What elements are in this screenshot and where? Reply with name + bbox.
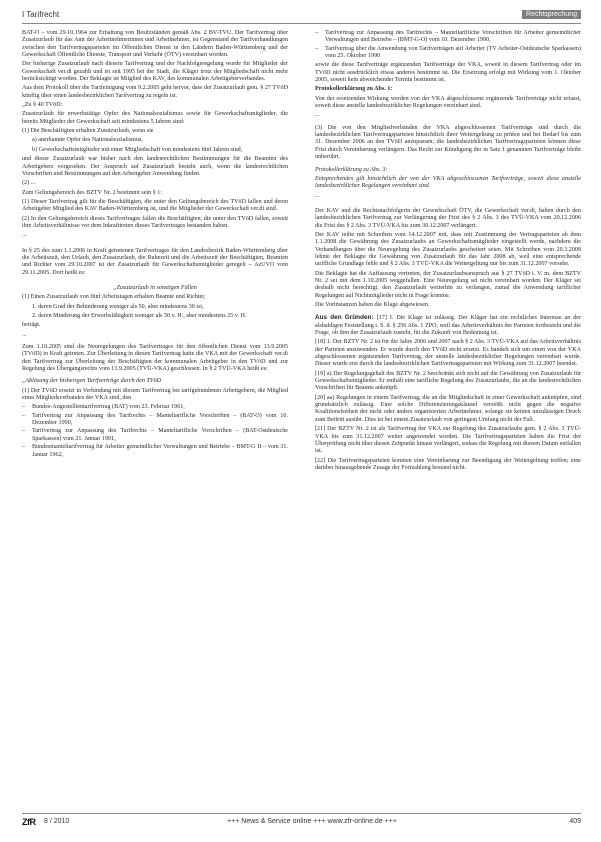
journal-logo: ZfR [22,817,36,827]
section-badge: Rechtsprechung [522,10,581,19]
list-item: – Tarifvertrag zur Anpassung des Tarifrechts – Manteltarifliche Vorschriften – (BAT-O) vom 10. Dezember 1990, [22,413,288,428]
paragraph: ... [22,331,27,338]
paragraph: Aus dem Protokoll über die Tarifeinigung vom 9.2.2005 geht hervor, dass der Zusatzurlaub gem. § 27 TVöD künftig über einen landesbezirklichen Tarifvertrag zu regeln ist. [22,85,288,99]
paragraph: Der bisherige Zusatzurlaub nach diesem Tarifvertrag und der Nachfolgeregelung wurde für Mitglieder der Gewerkschaft ver.di gezahlt und ist seit 1995 bei der Stadt, die Kläger trotz der Mitgliedschaft nicht mehr berücksichtigt worden. Der Beklagte ist Mitglied des KAV, des kommunalen Arbeitgeberverbandes. [22,61,288,83]
paragraph: „Zu § 40 TVöD: [22,102,63,109]
paragraph: ... [315,112,320,119]
paragraph: (1) Der TVöD ersetzt in Verbindung mit diesem Tarifvertrag bei tarifgebundenen Arbeitgebern, die Mitglied eines Mitgliedsverbandes der VKA sind, den [22,387,288,402]
list-item: – Tarifvertrag über die Anwendung von Tarifverträgen auf Arbeiter (TV Arbeiter-Ostdeutsche Sparkassen) vom 25. Oktober 1990 [315,46,581,61]
list-item: – Bundes-Angestelltentarifvertrag (BAT) vom 23. Februar 1961, [22,404,288,411]
paragraph: „Ablösung der bisherigen Tarifverträge durch den TVöD [22,378,162,385]
list-item: – Tarifvertrag zur Anpassung des Tarifrechts – Manteltarifliche Vorschriften für Arbeiter gemeindlicher Verwaltungen und Betriebe – (BMT-G-O) vom 10. Dezember 1990, [315,30,581,45]
dash-list [22,404,288,458]
paragraph: (2) ... [22,180,36,187]
running-header [22,10,581,22]
section-title: I Tarifrecht [22,10,60,19]
paragraph: [21] Der BZTV Nr. 2 ist als Tarifvertrag der VKA zur Regelung des Zusatzurlaubs gem. § 2 Abs. 3 TVÜ-VKA bis zum 31.12.2007 weiter angewendet worden. Die Tarifvertragsparteien haben die Frist der Überprüfung nicht über diesen Zeitpunkt hinaus verlängert, sodass die Regelung mit diesem Datum entfallen ist. [315,426,581,455]
paragraph: In § 25 des zum 1.1.2006 in Kraft getretenen Tarifvertrages für den Landesbezirk Baden-Württemberg über die Arbeitszeit, den Urlaub, den Zusatzurlaub, die Ruhezeit und die Arbeitszeit der Beschäftigten, Beamten und Richter vom 29.10.2007 ist der Zusatzurlaub für Gewerkschaftsmitglieder geregelt – AzUVO vom 29.11.2005. Dort heißt es: [22,247,288,276]
paragraph: (1) Die Beschäftigten erhalten Zusatzurlaub, wenn sie [22,128,154,135]
paragraph: Entsprechendes gilt hinsichtlich der von der VKA abgeschlossenen Tarifverträge, soweit diese anstelle landesbezirklicher Regelungen vereinbart sind. [315,175,581,190]
left-column [22,30,288,808]
paragraph: „Zusatzurlaub in sonstigen Fällen [113,284,197,291]
paragraph: beträgt. [22,322,41,329]
paragraph: Der KAV teilte mit Schreiben vom 14.12.2007 mit, dass mit Zustimmung der Vertragsparteien ab dem 1.1.2008 die Gewährung des Zusatzurlaubs an Gewerkschaftsmitglieder eingestellt werde, nachdem die Verhandlungen über die Neuregelung des Zusatzurlaubs gescheitert seien. Mit Schreiben vom 20.3.2008 lehnte der Beklagte die Gewährung von Zusatzurlaub für das Jahr 2008 ab, weil eine entsprechende tarifliche Grundlage fehle und § 2 Abs. 3 TVÜ-VKA die Weitergeltung nur bis zum 31.12.2007 vorsehe. [315,231,581,268]
paragraph: sowie die diese Tarifverträge ergänzenden Tarifverträge der VKA, soweit in diesem Tarifvertrag oder im TVöD nicht ausdrücklich etwas anderes bestimmt ist. Die Ersetzung erfolgt mit Wirkung vom 1. Oktober 2005, soweit kein abweichender Termin bestimmt ist. [315,62,581,84]
paragraph: Protokollerklärung zu Abs. 3: [315,166,388,173]
paragraph: (1) Dieser Tarifvertrag gilt für die Beschäftigten, die unter den Geltungsbereich des TVöD fallen und deren Arbeitgeber Mitglied des KAV Baden-Württemberg ist, und die Mitglieder der Gewerkschaft ver.di sind. [22,198,288,213]
dash-list [315,30,581,60]
paragraph: Von der ersetzenden Wirkung werden von der VKA abgeschlossene ergänzende Tarifverträge nicht erfasst, soweit diese anstelle landesbezirklicher Regelungen vereinbart sind. [315,95,581,110]
issue-number: 8 / 2010 [44,818,70,825]
paragraph: [20] aa) Regelungen in einem Tarifvertrag, die an die Mitgliedschaft in einer Gewerkschaft anknüpfen, sind grundsätzlich zulässig. Eine solche Differenzierungsklausel verstößt nicht gegen die negative Koalitionsfreiheit der nicht oder anders organisierten Arbeitnehmer, solange sie keinen unzulässigen Druck zum Beitritt ausübt. Dies ist bei einem Zusatzurlaub von geringem Umfang nicht der Fall. [315,394,581,423]
paragraph: 2. deren Minderung der Erwerbsfähigkeit weniger als 50 v. H., aber mindestens 25 v. H. [32,313,247,319]
paragraph: [18] 1. Der BZTV Nr. 2 ist für die Jahre 2006 und 2007 nach § 2 Abs. 3 TVÜ-VKA auf das Arbeitsverhältnis der Parteien anzuwenden. Er wurde durch den TVöD nicht ersetzt. Es handelt sich um einen von der VKA abgeschlossenen ergänzenden Tarifvertrag, der anstelle landesbezirklicher Regelungen vereinbart wurde. Dieser wurde erst durch die landesbezirklichen Tarifvertragsparteien mit Wirkung zum 31.12.2007 beendet. [315,339,581,368]
paragraph: a) anerkannte Opfer des Nationalsozialismus, [32,137,143,144]
paragraph: [19] a) Der Regelungsgehalt des BZTV Nr. 2 beschränkt sich nicht auf die Gewährung von Zusatzurlaub für Gewerkschaftsmitglieder. Er enthält eine tarifliche Regelung des Zusatzurlaubs, die an die landesrechtlichen Vorschriften für Beamte anknüpft. [315,370,581,392]
paragraph: Die Vorinstanzen haben die Klage abgewiesen. [315,302,430,308]
paragraph: und dieser Zusatzurlaub war bisher nach den landesrechtlichen Bestimmungen für die Beamten des Arbeitgebers vorgesehen. Der Anspruch auf Zusatzurlaub besteht auch, wenn die landesrechtlichen Vorschriften und Bestimmungen auf den Arbeitgeber Anwendung finden. [22,156,288,177]
paragraph: Die Beklagte hat die Auffassung vertreten, der Zusatzurlaubsanspruch aus § 27 TVöD i. V. m. dem BZTV Nr. 2 sei mit dem 1.10.2005 weggefallen. Eine Neuregelung sei nicht vereinbart worden. Der Kläger sei deshalb nicht berechtigt, den Zusatzurlaub weiterhin zu verlangen, zumal die Anwendung tariflicher Regelungen auf Nichtmitglieder nicht in Frage komme. [315,270,581,299]
paragraph: Aus den Gründen: [17] I. Die Klage ist zulässig. Der Kläger hat ein rechtliches Interesse an der alsbaldigen Feststellung i. S. d. § 256 Abs. 1 ZPO, weil das Arbeitsverhältnis der Parteien fortbesteht und die Frage, ob ihm der Zusatzurlaub zusteht, für die Zukunft von Bedeutung ist. [315,314,581,337]
paragraph: (1) Einen Zusatzurlaub von fünf Arbeitstagen erhalten Beamte und Richter, [22,294,206,301]
paragraph: [22] Die Tarifvertragsparteien konnten eine Vereinbarung zur Beendigung der Weitergeltung treffen; eine darüber hinausgehende Zusage der Fortzahlung bestand nicht. [315,457,581,471]
footer-banner: +++ News & Service online +++ www.zfr-online.de +++ [227,818,397,825]
list-item: – Tarifvertrag zur Anpassung des Tarifrechts – Manteltarifliche Vorschriften – (BAT-Ostdeutsche Sparkassen) vom 21. Januar 1991, [22,428,288,443]
paragraph: Zum Geltungsbereich des BZTV Nr. 2 bestimmt sein § 1: [22,189,163,196]
paragraph: ... [315,192,320,199]
header-rule [22,23,581,24]
page-number: 409 [569,818,581,825]
paragraph: BAT-O – vom 29.10.1964 zur Erhaltung von Besitzständen gemäß Abs. 2 BV-TVÜ. Der Tarifvertrag über Zusatzurlaub für das Amt der Arbeitnehmerinnen und Arbeitnehmer, ist Gegenstand der Tarifverhandlungen zwischen den Tarifvertragsparteien im Öffentlichen Dienst in den Ländern Baden-Württemberg und der Gewerkschaft Öffentliche Dienste, Transport und Verkehr (ÖTV) vereinbart worden. [22,30,288,59]
right-column [315,30,581,808]
paragraph: Zusatzurlaub für erwerbstätige Opfer des Nationalsozialismus sowie für Gewerkschaftsmitglieder, die bereits Mitglieder der Gewerkschaft seit mindestens 5 Jahren sind: [22,111,288,125]
paragraph: 1. deren Grad der Behinderung weniger als 50, aber mindestens 30 ist, [32,303,204,310]
paragraph: (2) In den Geltungsbereich dieses Tarifvertrages fallen die Beschäftigten, die unter den TVöD fallen, soweit ihre Arbeitsverhältnisse vor dem Inkrafttreten dieses Tarifvertrages bestanden haben. [22,215,288,229]
paragraph: (3) Die von den Mitgliedverbänden der VKA abgeschlossenen Tarifverträge sind durch die landesbezirklichen Tarifvertragsparteien hinsichtlich ihrer Weitergeltung zu prüfen und bei Bedarf bis zum 31. Dezember 2006 an den TVöD anzupassen; die landesbezirklichen Tarifvertragsparteien können diese Frist durch Vereinbarung verlängern. Das Recht zur Kündigung der in Satz 1 genannten Tarifverträge bleibt unberührt. [315,124,581,161]
paragraph: Protokollerklärung zu Abs. 1: [315,86,393,93]
list-item: – Bundesmanteltarifvertrag für Arbeiter gemeindlicher Verwaltungen und Betriebe – BMT-G II – vom 31. Januar 1962, [22,444,288,459]
paragraph: ... [22,232,27,239]
paragraph: Der KAV und die Rechtsnachfolgerin der Gewerkschaft ÖTV, die Gewerkschaft ver.di, haben durch den landesbezirklichen Tarifvertrag zur Verlängerung der Frist des § 2 Abs. 3 des TVÜ-VKA vom 20.12.2006 die Frist des § 2 Abs. 3 TVÜ-VKA bis zum 30.12.2007 verlängert. [315,207,581,229]
reasons-heading: Aus den Gründen: [315,314,377,322]
paragraph: b) Gewerkschaftsmitglieder mit einer Mitgliedschaft von mindestens fünf Jahren sind, [32,146,243,153]
page-footer [22,817,581,831]
paragraph: Zum 1.10.2005 sind die Neuregelungen des Tarifvertrages für den öffentlichen Dienst vom 13.9.2005 (TVöD) in Kraft getreten. Zur Überleitung in diesen Tarifvertrag hatte die VKA mit der Gewerkschaft ver.di den Tarifvertrag zur Überleitung der Beschäftigten der kommunalen Arbeitgeber in den TVöD und zur Regelung des Übergangsrechts vom 13.9.2005 (TVÜ-VKA) geschlossen. In § 2 TVÜ-VKA heißt es: [22,344,288,373]
footer-rule [22,813,581,814]
